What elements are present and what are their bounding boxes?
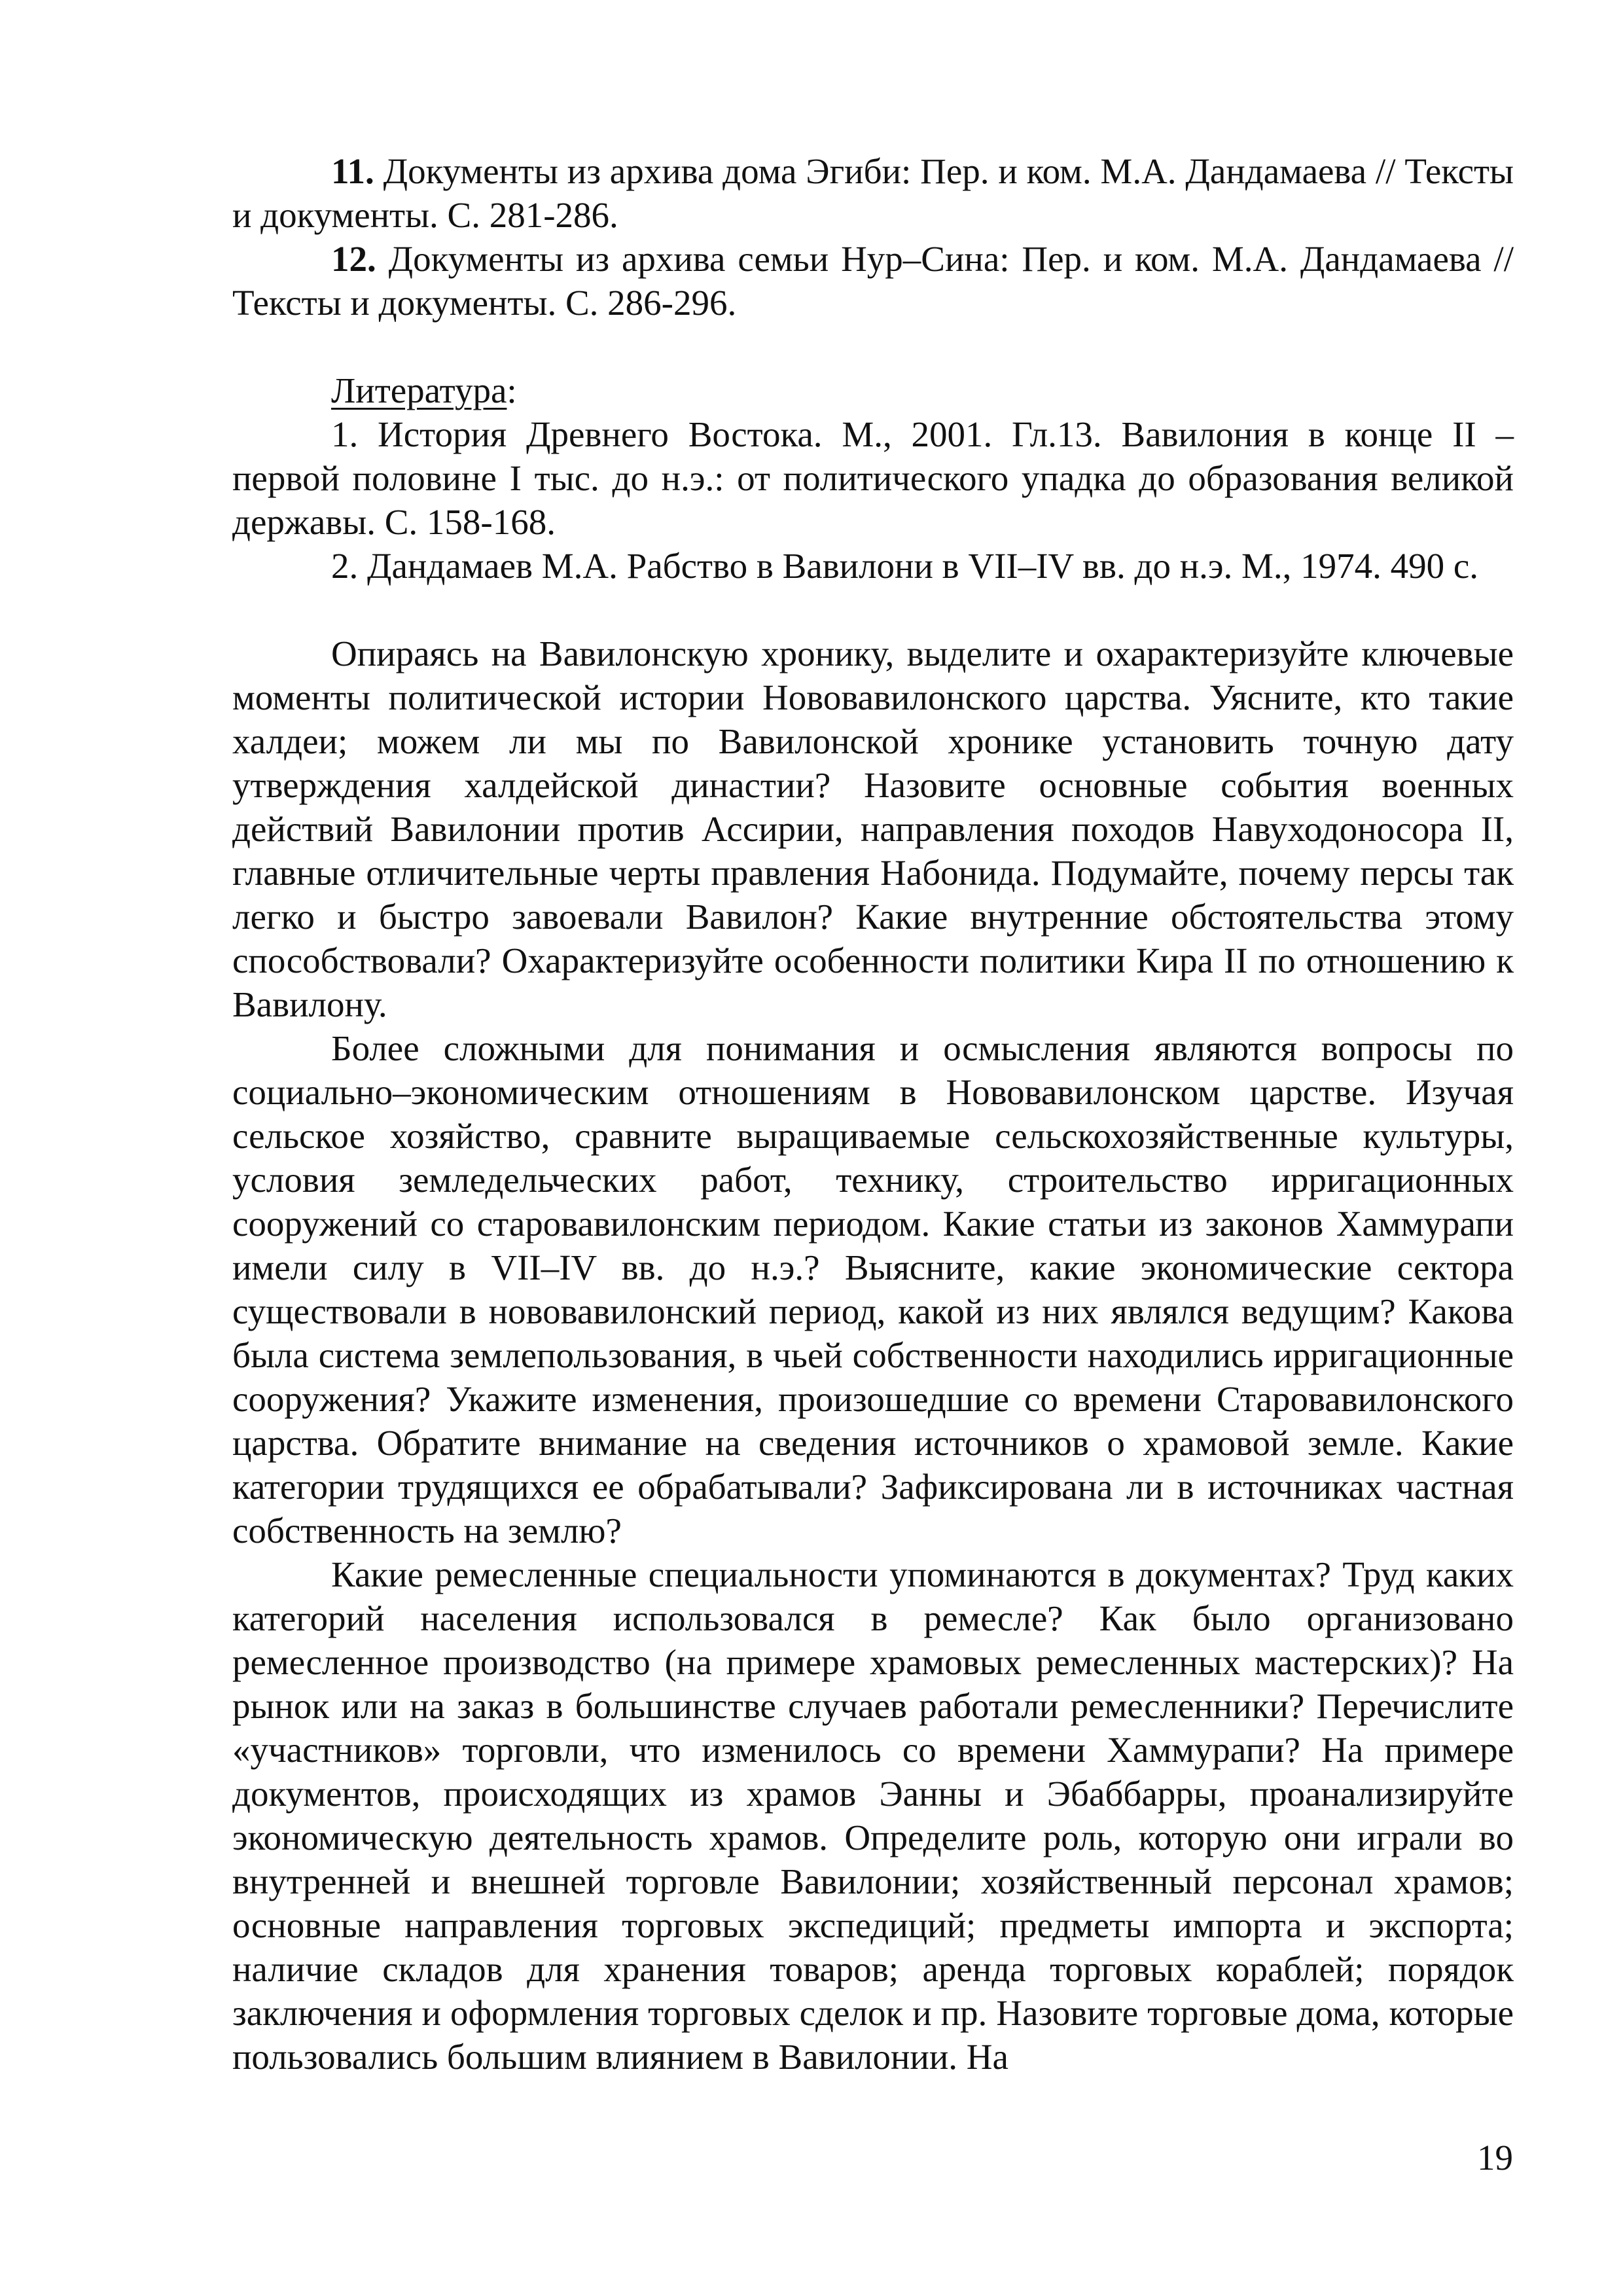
literature-item-1: 1. История Древнего Востока. М., 2001. Гл.13. Вавилония в конце II – первой половине I тыс. до н.э.: от политического упадка до образования великой державы. С. 158-168. <box>232 414 1514 542</box>
body-paragraph-political-history: Опираясь на Вавилонскую хронику, выделите и охарактеризуйте ключевые моменты политической истории Нововавилонского царства. Уясните, кто такие халдеи; можем ли мы по Вавилонской хронике установить точную дату утверждения халдейской династии? Назовите основные события военных действий Вавилонии против Ассирии, направления походов Навуходоносора II, главные отличительные черты правления Набонида. Подумайте, почему персы так легко и быстро завоевали Вавилон? Какие внутренние обстоятельства этому способствовали? Охарактеризуйте особенности политики Кира II по отношению к Вавилону. <box>232 634 1514 1024</box>
section-spacer <box>232 588 1514 632</box>
section-spacer <box>232 325 1514 368</box>
literature-heading <box>232 368 1514 412</box>
source-text: Документы из архива дома Эгиби: Пер. и ком. М.А. Дандамаева // Тексты и документы. С. 281-286. <box>232 151 1514 235</box>
source-number: 11. <box>331 151 374 191</box>
source-text: Документы из архива семьи Нур–Сина: Пер. и ком. М.А. Дандамаева // Тексты и документы. С. 286-296. <box>232 239 1514 323</box>
source-number: 12. <box>331 239 376 279</box>
literature-item-2: 2. Дандамаев М.А. Рабство в Вавилони в VII–IV вв. до н.э. М., 1974. 490 с. <box>331 546 1479 586</box>
source-entry-11 <box>232 149 1514 237</box>
body-paragraph-crafts-trade: Какие ремесленные специальности упоминаются в документах? Труд каких категорий населения использовался в ремесле? Как было организовано ремесленное производство (на примере храмовых ремесленных мастерских)? На рынок или на заказ в большинстве случаев работали ремесленники? Перечислите «участников» торговли, что изменилось со времени Хаммурапи? На примере документов, происходящих из храмов Эанны и Эбаббарры, проанализируйте экономическую деятельность храмов. Определите роль, которую они играли во внутренней и внешней торговле Вавилонии; хозяйственный персонал храмов; основные направления торговых экспедиций; предметы импорта и экспорта; наличие складов для хранения товаров; аренда торговых кораблей; порядок заключения и оформления торговых сделок и пр. Назовите торговые дома, которые пользовались большим влиянием в Вавилонии. На <box>232 1554 1514 2077</box>
body-paragraph-socio-economic: Более сложными для понимания и осмысления являются вопросы по социально–экономическим отношениям в Нововавилонском царстве. Изучая сельское хозяйство, сравните выращиваемые сельскохозяйственные культуры, условия земледельческих работ, технику, строительство ирригационных сооружений со старовавилонским периодом. Какие статьи из законов Хаммурапи имели силу в VII–IV вв. до н.э.? Выясните, какие экономические сектора существовали в нововавилонский период, какой из них являлся ведущим? Какова была система землепользования, в чьей собственности находились ирригационные сооружения? Укажите изменения, произошедшие со времени Старовавилонского царства. Обратите внимание на сведения источников о храмовой земле. Какие категории трудящихся ее обрабатывали? Зафиксирована ли в источниках частная собственность на землю? <box>232 1028 1514 1551</box>
literature-heading-label: Литература <box>331 370 507 410</box>
literature-heading-colon: : <box>507 370 517 410</box>
source-entry-12 <box>232 237 1514 325</box>
page-number: 19 <box>1477 2138 1513 2178</box>
page-content <box>232 149 1514 2079</box>
